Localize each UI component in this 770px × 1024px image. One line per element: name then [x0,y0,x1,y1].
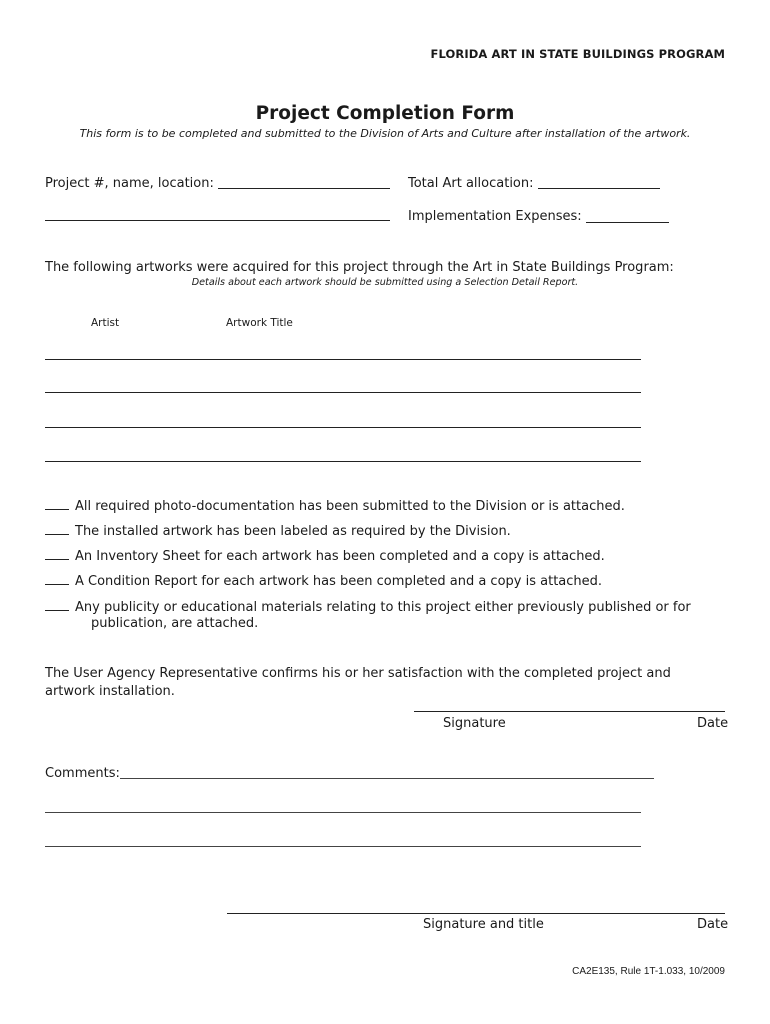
checklist-item-text: An Inventory Sheet for each artwork has been completed and a copy is attached. [75,549,605,564]
column-header-artwork-title: Artwork Title [226,317,293,329]
checklist-blank[interactable] [45,598,69,611]
column-header-artist: Artist [91,317,120,329]
art-allocation-label: Total Art allocation: [408,176,534,191]
comments-label: Comments: [45,766,120,781]
artwork-row-line[interactable] [45,461,641,462]
project-location-field[interactable] [45,220,390,221]
project-name-label: Project #, name, location: [45,176,214,191]
checklist-item-text: Any publicity or educational materials relating to this project either previously published or for [75,600,691,615]
checklist-item-text: All required photo-documentation has been submitted to the Division or is attached. [75,499,625,514]
checklist-blank[interactable] [45,547,69,560]
signature-label: Signature [443,716,506,731]
artworks-intro: The following artworks were acquired for this project through the Art in State Buildings Program: [45,260,674,275]
program-header: FLORIDA ART IN STATE BUILDINGS PROGRAM [430,47,725,61]
confirmation-text-line1: The User Agency Representative confirms his or her satisfaction with the completed project and [45,666,671,681]
form-subtitle: This form is to be completed and submitted to the Division of Arts and Culture after installation of the artwork. [79,127,691,140]
project-name-field[interactable] [218,188,390,189]
comments-field[interactable] [45,812,641,813]
art-allocation-field[interactable] [538,188,660,189]
artworks-note: Details about each artwork should be submitted using a Selection Detail Report. [191,277,579,288]
checklist-blank[interactable] [45,572,69,585]
agency-signature-line[interactable] [414,711,725,712]
signature-and-title-label: Signature and title [423,917,544,932]
checklist-item-text: The installed artwork has been labeled as required by the Division. [75,524,511,539]
comments-field[interactable] [45,846,641,847]
checklist-item [45,598,691,615]
implementation-expenses-field[interactable] [586,222,669,223]
checklist-item-text: A Condition Report for each artwork has been completed and a copy is attached. [75,574,603,589]
signature-date-label: Date [697,716,729,731]
checklist-item [45,572,602,589]
artwork-row-line[interactable] [45,427,641,428]
form-code-footer: CA2E135, Rule 1T-1.033, 10/2009 [572,966,725,977]
final-date-label: Date [697,917,729,932]
checklist-item [45,547,605,564]
checklist-blank[interactable] [45,497,69,510]
checklist-blank[interactable] [45,522,69,535]
confirmation-text-line2: artwork installation. [45,684,175,699]
artwork-row-line[interactable] [45,359,641,360]
comments-field[interactable] [120,778,654,779]
checklist-item-continuation: publication, are attached. [91,616,259,631]
signature-and-title-line[interactable] [227,913,725,914]
checklist-item [45,497,625,514]
form-title: Project Completion Form [255,103,515,124]
checklist-item [45,522,511,539]
implementation-expenses-label: Implementation Expenses: [408,209,582,224]
artwork-row-line[interactable] [45,392,641,393]
